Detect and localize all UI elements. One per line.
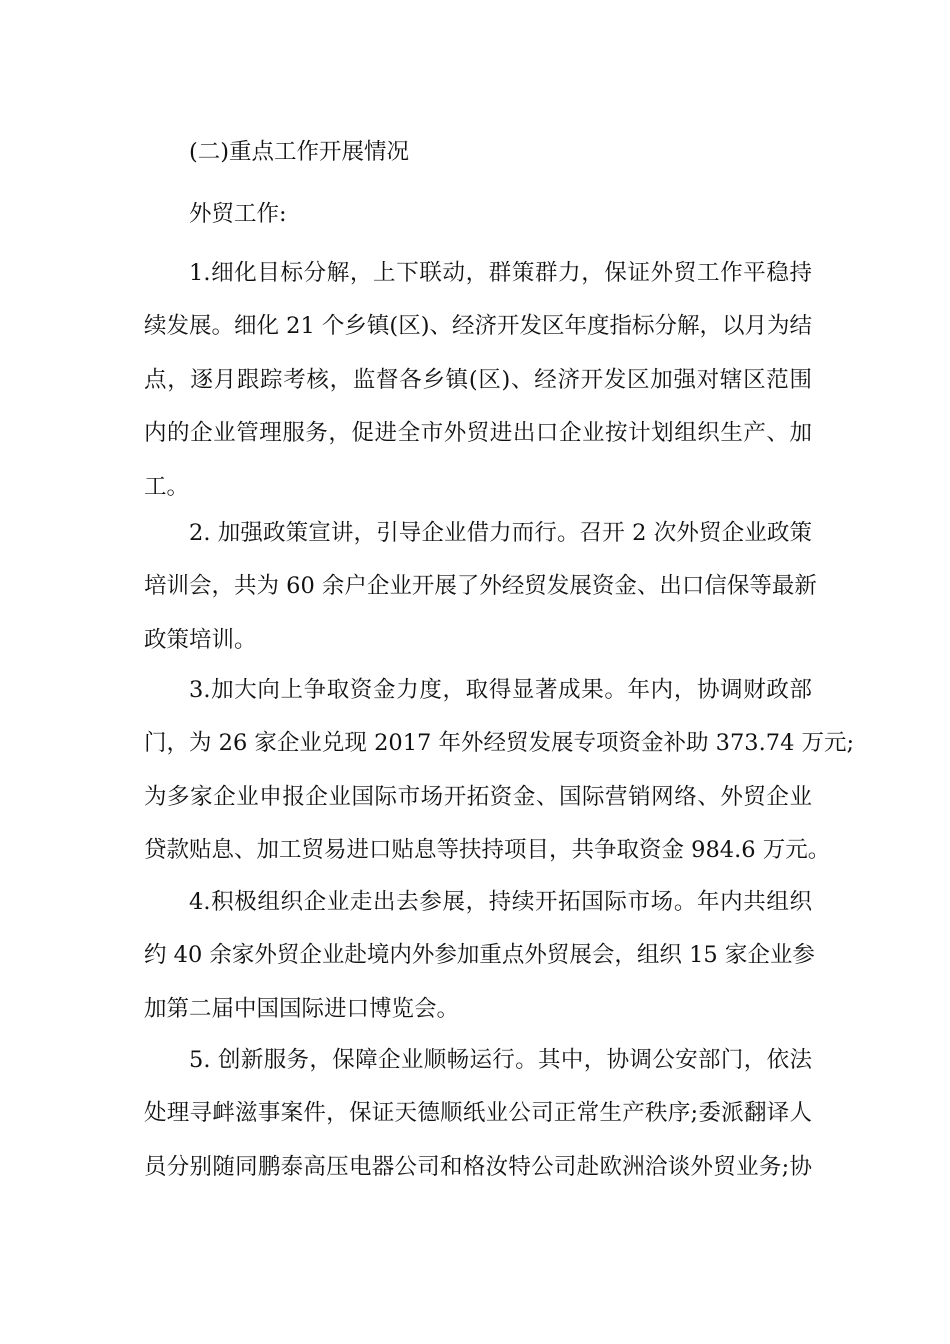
paragraph-line: 点，逐月跟踪考核，监督各乡镇(区)、经济开发区加强对辖区范围 — [144, 366, 812, 393]
subheading-text: 外贸工作: — [189, 201, 287, 227]
paragraph-line: 培训会，共为 60 余户企业开展了外经贸发展资金、出口信保等最新 — [144, 573, 817, 600]
paragraph-line: 4.积极组织企业走出去参展，持续开拓国际市场。年内共组织 — [189, 889, 812, 915]
paragraph-line: 为多家企业申报企业国际市场开拓资金、国际营销网络、外贸企业 — [144, 783, 812, 810]
paragraph-line: 贷款贴息、加工贸易进口贴息等扶持项目，共争取资金 984.6 万元。 — [144, 837, 831, 864]
paragraph-line: 加第二届中国国际进口博览会。 — [144, 995, 460, 1022]
paragraph-line: 5. 创新服务，保障企业顺畅运行。其中，协调公安部门，依法 — [189, 1047, 812, 1073]
paragraph-line: 内的企业管理服务，促进全市外贸进出口企业按计划组织生产、加 — [144, 420, 812, 447]
subheading — [144, 188, 812, 241]
paragraph-line: 工。 — [144, 473, 190, 500]
paragraph-5 — [144, 1034, 812, 1194]
paragraph-line: 门，为 26 家企业兑现 2017 年外经贸发展专项资金补助 373.74 万元; — [144, 730, 855, 757]
paragraph-line: 处理寻衅滋事案件，保证天德顺纸业公司正常生产秩序;委派翻译人 — [144, 1100, 812, 1127]
paragraph-line: 3.加大向上争取资金力度，取得显著成果。年内，协调财政部 — [189, 677, 812, 703]
paragraph-line: 1.细化目标分解，上下联动，群策群力，保证外贸工作平稳持 — [189, 260, 812, 286]
paragraph-1 — [144, 247, 812, 514]
section-heading-text: (二)重点工作开展情况 — [189, 139, 410, 165]
section-heading — [144, 126, 812, 179]
paragraph-line: 续发展。细化 21 个乡镇(区)、经济开发区年度指标分解，以月为结 — [144, 313, 812, 340]
paragraph-4 — [144, 876, 815, 1036]
paragraph-2 — [144, 507, 817, 667]
paragraph-line: 政策培训。 — [144, 626, 257, 653]
paragraph-3 — [144, 664, 855, 878]
paragraph-line: 2. 加强政策宣讲，引导企业借力而行。召开 2 次外贸企业政策 — [189, 520, 812, 546]
paragraph-line: 员分别随同鹏泰高压电器公司和格汝特公司赴欧洲洽谈外贸业务;协 — [144, 1153, 812, 1180]
paragraph-line: 约 40 余家外贸企业赴境内外参加重点外贸展会，组织 15 家企业参 — [144, 942, 815, 969]
